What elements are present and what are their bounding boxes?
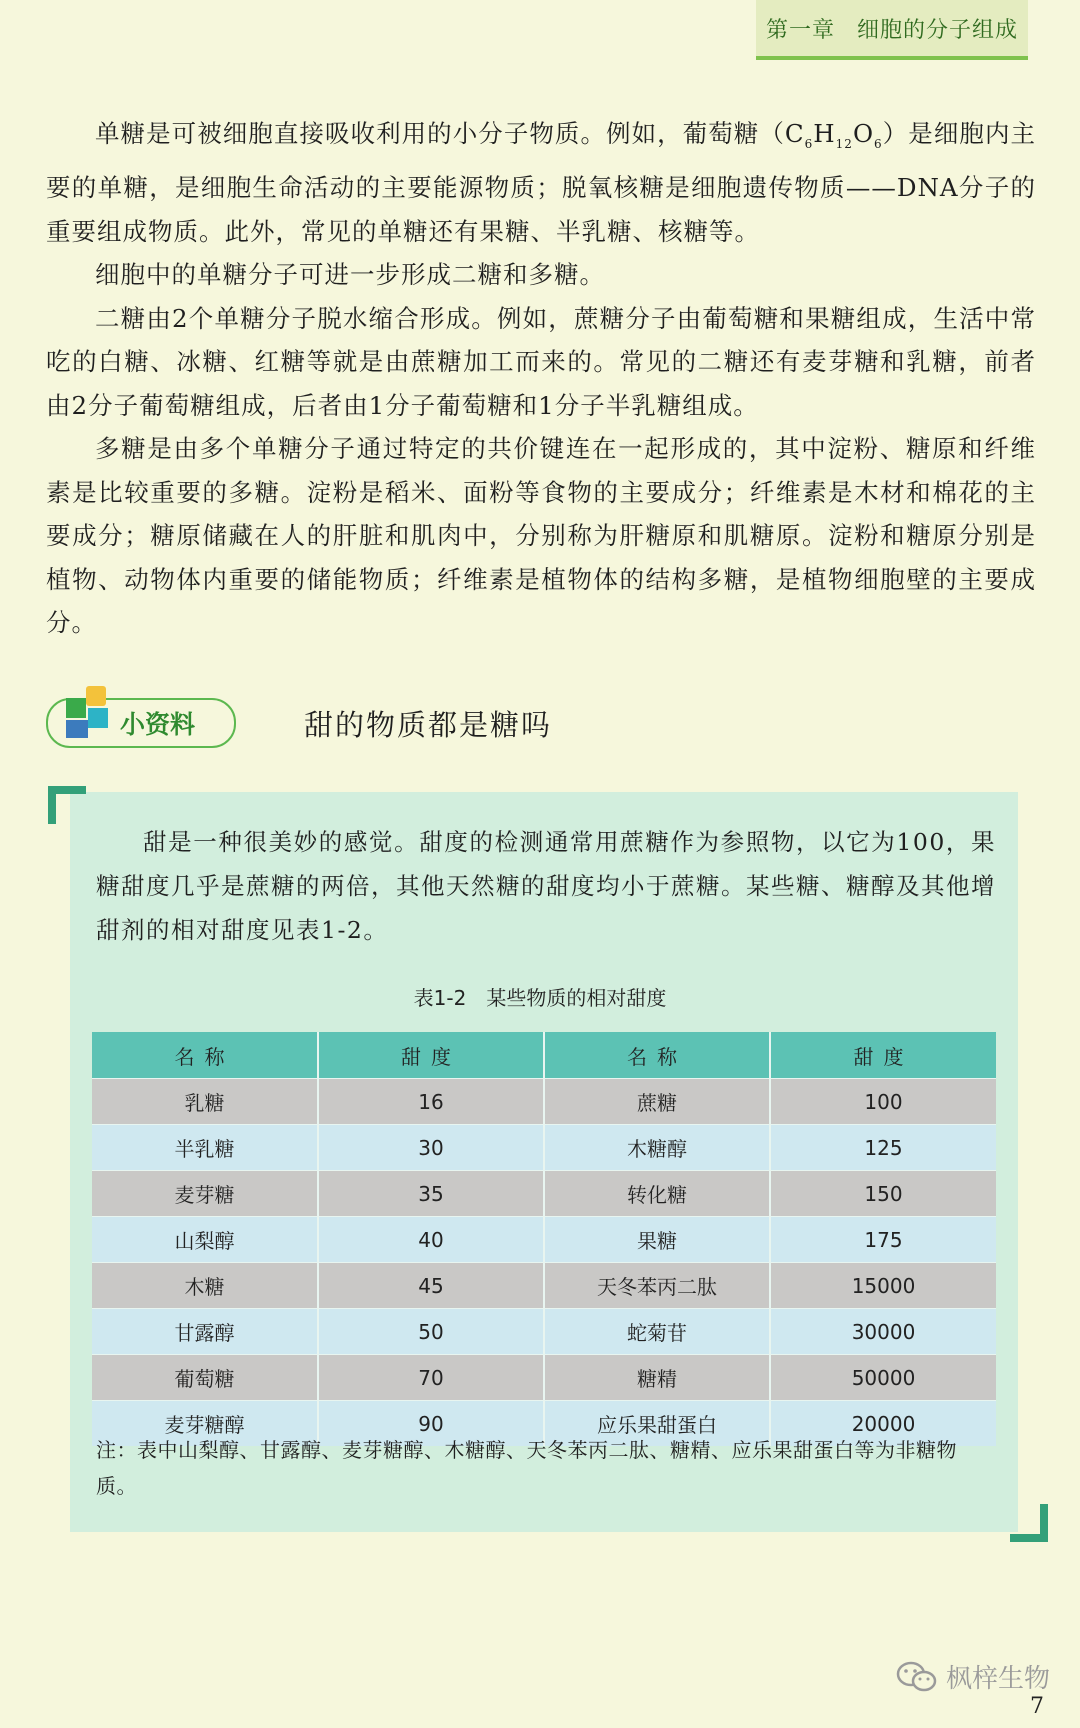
table-cell: 麦芽糖醇 [92,1401,318,1447]
paragraph-disaccharide: 二糖由2个单糖分子脱水缩合形成。例如，蔗糖分子由葡萄糖和果糖组成，生活中常吃的白糖、冰糖、红糖等就是由蔗糖加工而来的。常见的二糖还有麦芽糖和乳糖，前者由2分子葡萄糖组成，后者由1分子葡萄糖和1分子半乳糖组成。 [46,303,1036,420]
table-cell: 30 [318,1125,544,1171]
table-cell: 40 [318,1217,544,1263]
text-run: O [852,119,875,148]
header-sweetness-2: 甜度 [770,1032,996,1079]
table-cell: 蛇菊苷 [544,1309,770,1355]
table-cell: 木糖醇 [544,1125,770,1171]
table-cell: 糖精 [544,1355,770,1401]
table-cell: 天冬苯丙二肽 [544,1263,770,1309]
watermark-text: 枫梓生物 [946,1664,1051,1694]
table-row [92,1125,996,1171]
header-name-1: 名称 [92,1032,318,1079]
tip-badge [46,698,236,748]
paragraph-intro: 细胞中的单糖分子可进一步形成二糖和多糖。 [95,260,605,290]
table-header-row [92,1032,996,1079]
table-cell: 16 [318,1079,544,1125]
sweetness-table [92,1032,996,1446]
wechat-icon [896,1660,938,1694]
table-note: 注：表中山梨醇、甘露醇、麦芽糖醇、木糖醇、天冬苯丙二肽、糖精、应乐果甜蛋白等为非糖物质。 [96,1438,957,1498]
table-row [92,1171,996,1217]
table-cell: 30000 [770,1309,996,1355]
tip-label: 小资料 [120,710,196,739]
header-sweetness-1: 甜度 [318,1032,544,1079]
table-cell: 葡萄糖 [92,1355,318,1401]
tip-paragraph: 甜是一种很美妙的感觉。甜度的检测通常用蔗糖作为参照物，以它为100，果糖甜度几乎是蔗糖的两倍，其他天然糖的甜度均小于蔗糖。某些糖、糖醇及其他增甜剂的相对甜度见表1-2。 [96,828,996,944]
table-cell: 35 [318,1171,544,1217]
chapter-header [756,0,1028,60]
tip-header [46,698,552,748]
table-cell: 木糖 [92,1263,318,1309]
table-cell: 乳糖 [92,1079,318,1125]
table-cell: 甘露醇 [92,1309,318,1355]
panel-corner-bottom-right [1010,1504,1048,1542]
table-cell: 半乳糖 [92,1125,318,1171]
paragraph-monosaccharide [46,112,1036,253]
table-cell: 90 [318,1401,544,1447]
table-cell: 应乐果甜蛋白 [544,1401,770,1447]
table-cell: 125 [770,1125,996,1171]
table-cell: 50 [318,1309,544,1355]
watermark [896,1658,1050,1695]
table-row [92,1263,996,1309]
table-cell: 蔗糖 [544,1079,770,1125]
subscript: 6 [874,136,883,151]
text-run: ）是细胞内主要的单糖，是细胞生命活动的主要能源物质；脱氧核糖是细胞遗传物质——DNA分子的重要组成物质。此外，常见的单糖还有果糖、半乳糖、核糖等。 [46,119,1036,246]
chapter-title: 细胞的分子组成 [857,17,1019,43]
text-run: 单糖是可被细胞直接吸收利用的小分子物质。例如，葡萄糖（C [95,119,805,148]
table-row [92,1079,996,1125]
puzzle-blocks-icon [60,686,110,740]
page-number: 7 [1030,1694,1044,1719]
table-cell: 70 [318,1355,544,1401]
table-cell: 45 [318,1263,544,1309]
tip-text [96,820,996,952]
table-cell: 175 [770,1217,996,1263]
table-cell: 20000 [770,1401,996,1447]
table-cell: 150 [770,1171,996,1217]
table-cell: 15000 [770,1263,996,1309]
header-name-2: 名称 [544,1032,770,1079]
table-cell: 山梨醇 [92,1217,318,1263]
table-row [92,1309,996,1355]
panel-corner-top-left [48,786,86,824]
subscript: 12 [835,136,853,151]
table-cell: 50000 [770,1355,996,1401]
table-cell: 果糖 [544,1217,770,1263]
table-caption: 表1-2 某些物质的相对甜度 [413,986,667,1010]
tip-title: 甜的物质都是糖吗 [304,707,553,742]
table-row [92,1217,996,1263]
table-row [92,1355,996,1401]
subscript: 6 [804,136,814,151]
main-text [46,112,1036,645]
paragraph-polysaccharide: 多糖是由多个单糖分子通过特定的共价键连在一起形成的，其中淀粉、糖原和纤维素是比较重要的多糖。淀粉是稻米、面粉等食物的主要成分；纤维素是木材和棉花的主要成分；糖原储藏在人的肝脏和肌肉中，分别称为肝糖原和肌糖原。淀粉和糖原分别是植物、动物体内重要的储能物质；纤维素是植物体的结构多糖，是植物细胞壁的主要成分。 [46,434,1036,638]
text-run: H [813,119,836,148]
chapter-number: 第一章 [765,17,835,43]
table-cell: 100 [770,1079,996,1125]
table-cell: 麦芽糖 [92,1171,318,1217]
table-cell: 转化糖 [544,1171,770,1217]
